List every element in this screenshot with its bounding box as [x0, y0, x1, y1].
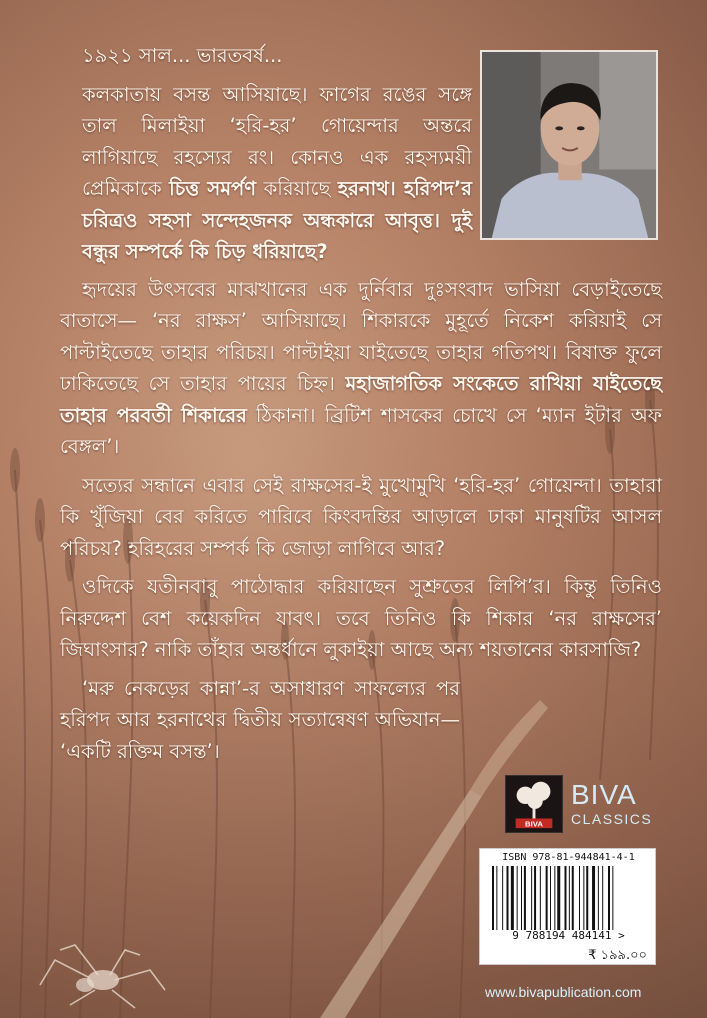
synopsis-text — [60, 40, 663, 774]
publisher-website[interactable]: www.bivapublication.com — [485, 984, 642, 1000]
text-span: ১৯২১ সাল... ভারতবর্ষ... — [82, 44, 283, 67]
publisher-name: BIVA — [571, 779, 637, 810]
synopsis-paragraph-4 — [60, 470, 662, 565]
barcode — [479, 848, 656, 965]
text-span: ‘মরু নেকড়ের কান্না’-র অসাধারণ সাফল্যের পর হরিপদ আর হরনাথের দ্বিতীয় সত্যান্বেষণ অভিযান— ‘একটি রক্তিম বসন্ত’। — [60, 676, 460, 763]
price: ₹ ১৯৯.০০ — [588, 948, 647, 963]
barcode-icon — [490, 866, 647, 930]
text-span-bold: চিত্ত সমর্পণ — [169, 177, 257, 200]
text-span: করিয়াছে — [256, 177, 338, 200]
isbn-number: ISBN 978-81-944841-4-1 — [502, 852, 635, 863]
text-span-bold: হরনাথ। হরিপদ’র চরিত্রও সহসা সন্দেহজনক অন্ধকারে আবৃত্ত। দুই বন্ধুর সম্পর্কে কি চিড় ধরিয়াছে? — [82, 177, 472, 263]
publisher-series: CLASSICS — [571, 811, 653, 827]
synopsis-paragraph-2 — [82, 79, 472, 268]
tree-logo-icon — [505, 775, 563, 833]
text-span: ঠিকানা। ব্রিটিশ শাসকের চোখে সে ‘ম্যান ইটার অফ বেঙ্গল’। — [60, 403, 662, 458]
synopsis-paragraph-1 — [82, 40, 472, 72]
text-span: ওদিকে যতীনবাবু পাঠোদ্ধার করিয়াছেন সুশ্রুতের লিপি’র। কিন্তু তিনিও নিরুদ্দেশ বেশ কয়েকদিন যাবৎ। তবে তিনিও কি শিকার ‘নর রাক্ষসের’ জিঘাংসার? নাকি তাঁহার অন্তর্ধানে লুকাইয়া আছে অন্য শয়তানের কারসাজি? — [60, 575, 662, 661]
text-span-bold: মহাজাগতিক সংকেতে রাখিয়া যাইতেছে তাহার পরবর্তী শিকারের — [60, 372, 663, 427]
barcode-digits: 9 788194 484141 > — [512, 929, 625, 942]
publisher-block — [505, 775, 655, 833]
text-span: সত্যের সন্ধানে এবার সেই রাক্ষসের-ই মুখোমুখি ‘হরি-হর’ গোয়েন্দা। তাহারা কি খুঁজিয়া বের করিতে পারিবে কিংবদন্তির আড়ালে ঢাকা মানুষটির আসল পরিচয়? হরিহরের সম্পর্ক কি জোড়া লাগিবে আর? — [60, 473, 662, 560]
synopsis-paragraph-6 — [60, 673, 460, 768]
synopsis-paragraph-5 — [60, 571, 662, 666]
synopsis-paragraph-3 — [60, 274, 662, 463]
text-span: কলকাতায় বসন্ত আসিয়াছে। ফাগের রঙের সঙ্গে তাল মিলাইয়া ‘হরি-হর’ গোয়েন্দার অন্তরে লাগিয়াছে রহস্যের রং। কোনও এক রহস্যময়ী প্রেমিকাকে — [82, 82, 472, 200]
text-span: হৃদয়ের উৎসবের মাঝখানের এক দুর্নিবার দুঃসংবাদ ভাসিয়া বেড়াইতেছে বাতাসে— ‘নর রাক্ষস’ আসিয়াছে। শিকারকে মুহূর্তে নিকেশ করিয়াই সে পাল্টাইতেছে তাহার পরিচয়। পাল্টাইয়া যাইতেছে তাহার গতিপথ। বিষাক্ত ফুলে ঢাকিতেছে সে তাহার পায়ের চিহ্ন। — [60, 277, 662, 395]
publisher-logo-text: BIVA — [525, 819, 543, 829]
